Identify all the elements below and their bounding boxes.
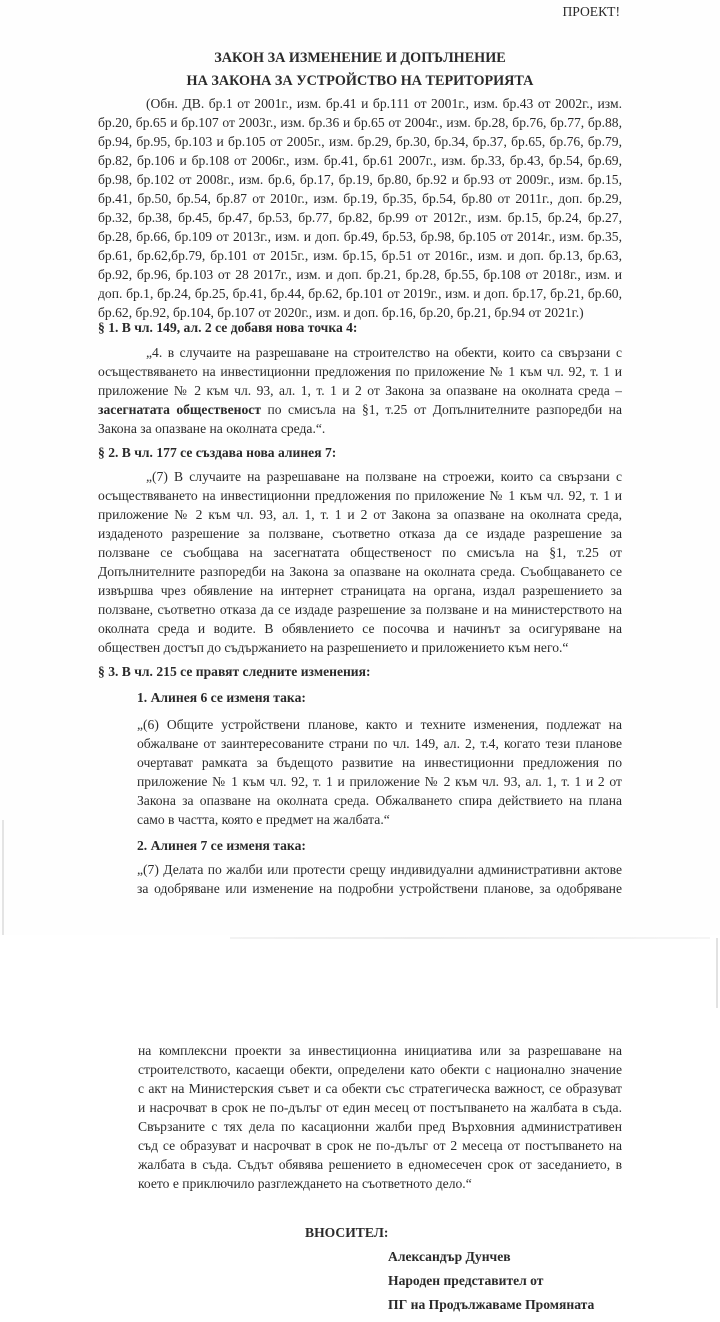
document-subtitle: НА ЗАКОНА ЗА УСТРОЙСТВО НА ТЕРИТОРИЯТА <box>186 73 534 89</box>
page-edge-shadow <box>2 820 4 935</box>
section-3-item-2-line: жалбата в съда. Съдът обявява решението в едномесечен срок от заседанието, в <box>138 1157 622 1172</box>
page-edge-shadow <box>230 937 710 939</box>
section-3-item-2-line: Свързаните с тях дела по касационни жалби пред Върховния административен <box>138 1119 622 1134</box>
publication-line: бр.28, бр.66, бр.109 от 2013г., изм. и доп. бр.49, бр.53, бр.98, бр.105 от 2014г., изм. бр.35, <box>98 229 622 244</box>
draft-stamp: ПРОЕКТ! <box>562 4 620 19</box>
section-2-line: „(7) В случаите на разрешаване на ползване на строежи, които са свързани с <box>146 469 622 484</box>
publication-line: бр.61, бр.62,бр.79, бр.101 от 2015г., изм. бр.15, бр.51 от 2016г., изм. и доп. бр.13, бр.63, <box>98 248 622 263</box>
section-1-text: по смисъла на §1, т.25 от Допълнителните разпоредби на <box>261 402 622 417</box>
publication-line: бр.20, бр.65 и бр.107 от 2003г., изм. бр.36 и бр.65 от 2004г., изм. бр.28, бр.76, бр.77, бр.88, <box>98 115 622 130</box>
section-3-item-1-line: очертават рамката за бъдещото развитие на инвестиционни предложения по <box>137 755 622 770</box>
section-2-line: Допълнителните разпоредби на Закона за опазване на околната среда. Съобщаването се <box>98 564 622 579</box>
section-3-item-2-line: „(7) Делата по жалби или протести срещу индивидуални административни актове <box>137 862 622 877</box>
section-1-line: Закона за опазване на околната среда.“. <box>98 421 326 436</box>
publication-line: бр.98, бр.102 от 2008г., изм. бр.6, бр.17, бр.19, бр.80, бр.92 и бр.93 от 2009г., изм. бр.15, <box>98 172 622 187</box>
submitter-role: Народен представител от <box>388 1273 544 1288</box>
section-3-item-1-line: само в частта, която е предмет на жалбата.“ <box>137 812 390 827</box>
section-3-item-1-line: приложение № 1 към чл. 92, т. 1 и приложение № 2 към чл. 93, ал. 1, т. 1 и 2 от <box>137 774 622 789</box>
publication-line: (Обн. ДВ. бр.1 от 2001г., изм. бр.41 и бр.111 от 2001г., изм. бр.43 от 2002г., изм. <box>146 96 622 111</box>
section-2-line: извършва чрез обявление на интернет страницата на органа, издал разрешението за <box>98 583 622 598</box>
section-2-line: околната среда и водите. В обявлението се посочва и начинът за осигуряване на <box>98 621 622 636</box>
section-2-line: ползване, съответно отказа да се издаде разрешение за ползване и на министерството на <box>98 602 622 617</box>
section-3-item-1-line: „(6) Общите устройствени планове, както и техните изменения, подлежат на <box>137 717 622 732</box>
publication-line: бр.94, бр.95, бр.103 и бр.105 от 2005г., изм. бр.29, бр.30, бр.34, бр.37, бр.65, бр.76, бр.79, <box>98 134 622 149</box>
section-3-heading: § 3. В чл. 215 се правят следните изменения: <box>98 664 371 679</box>
emphasis-text: засегнатата общественост <box>98 402 262 417</box>
section-3-item-1-line: Закона за опазване на околната среда. Обжалването спира действието на плана <box>137 793 622 808</box>
section-2-heading: § 2. В чл. 177 се създава нова алинея 7: <box>98 445 337 460</box>
submitter-label: ВНОСИТЕЛ: <box>305 1225 389 1240</box>
section-1-line: приложение № 2 към чл. 93, ал. 1, т. 1 и 2 от Закона за опазване на околната среда – <box>98 383 622 398</box>
section-3-item-2-line: съд се образуват и насрочват в срок не по-дълъг от 2 месеца от постъпването на <box>138 1138 622 1153</box>
publication-line: доп. бр.1, бр.24, бр.25, бр.41, бр.44, бр.62, бр.101 от 2019г., изм. и доп. бр.17, бр.21, бр.60, <box>98 286 622 301</box>
section-3-item-2-line: и насрочват в срок не по-дълъг от един месец от постъпването на жалбата в съда. <box>138 1100 622 1115</box>
section-3-item-1-line: обжалване от заинтересованите страни по чл. 149, ал. 2, т.4, когато тези планове <box>137 736 622 751</box>
section-3-item-1-label: 1. Алинея 6 се изменя така: <box>137 690 306 705</box>
section-3-item-2-label: 2. Алинея 7 се изменя така: <box>137 838 306 853</box>
section-3-item-2-line: на комплексни проекти за инвестиционна инициатива или за разрешаване на <box>138 1043 622 1058</box>
section-2-line: ползване се съобщава на засегнатата общественост по смисъла на §1, т.25 от <box>98 545 622 560</box>
section-2-line: издаденото разрешение за ползване, съответно отказа да се издаде разрешение за <box>98 526 622 541</box>
section-1-heading: § 1. В чл. 149, ал. 2 се добавя нова точка 4: <box>98 320 358 335</box>
section-2-line: осъществяването на инвестиционни предложения по приложение № 1 към чл. 92, т. 1 и <box>98 488 622 503</box>
page-edge-shadow <box>716 938 718 1008</box>
publication-line: бр.32, бр.38, бр.45, бр.47, бр.53, бр.77, бр.82, бр.99 от 2012г., изм. бр.15, бр.24, бр.27, <box>98 210 622 225</box>
section-1-line: осъществяването на инвестиционни предложения по приложение № 1 към чл. 92, т. 1 и <box>98 364 622 379</box>
submitter-name: Александър Дунчев <box>388 1249 511 1264</box>
publication-line: бр.92, бр.96, бр.103 от 28 2017г., изм. и доп. бр.21, бр.28, бр.55, бр.108 от 2018г., изм. и <box>98 267 622 282</box>
section-3-item-2-line: за одобряване или изменение на подробни устройствени планове, за одобряване <box>137 881 622 896</box>
document-title: ЗАКОН ЗА ИЗМЕНЕНИЕ И ДОПЪЛНЕНИЕ <box>214 50 506 66</box>
publication-line: бр.41, бр.50, бр.54, бр.87 от 2010г., изм. бр.19, бр.35, бр.54, бр.80 от 2011г., доп. бр.29, <box>98 191 622 206</box>
section-1-line: „4. в случаите на разрешаване на строителство на обекти, които са свързани с <box>146 345 622 360</box>
section-1-line <box>98 402 622 418</box>
section-3-item-2-line: което е приключило разглеждането на съответното дело.“ <box>138 1176 472 1191</box>
publication-line: бр.62, бр.92, бр.104, бр.107 от 2020г., изм. и доп. бр.16, бр.20, бр.21, бр.94 от 2021г.) <box>98 305 584 320</box>
section-2-line: приложение № 2 към чл. 93, ал. 1, т. 1 и 2 от Закона за опазване на околната среда, <box>98 507 622 522</box>
submitter-group: ПГ на Продължаваме Промяната <box>388 1297 595 1312</box>
publication-line: бр.82, бр.106 и бр.108 от 2006г., изм. бр.41, бр.61 2007г., изм. бр.33, бр.43, бр.54, бр.69, <box>98 153 622 168</box>
section-2-line: обществен достъп до съдържанието на разрешението и приложението към него.“ <box>98 640 569 655</box>
section-3-item-2-line: с акт на Министерския съвет и са обекти със стратегическа важност, се образуват <box>138 1081 622 1096</box>
section-3-item-2-line: строителството, касаещи обекти, определени като обекти с национално значение <box>138 1062 622 1077</box>
